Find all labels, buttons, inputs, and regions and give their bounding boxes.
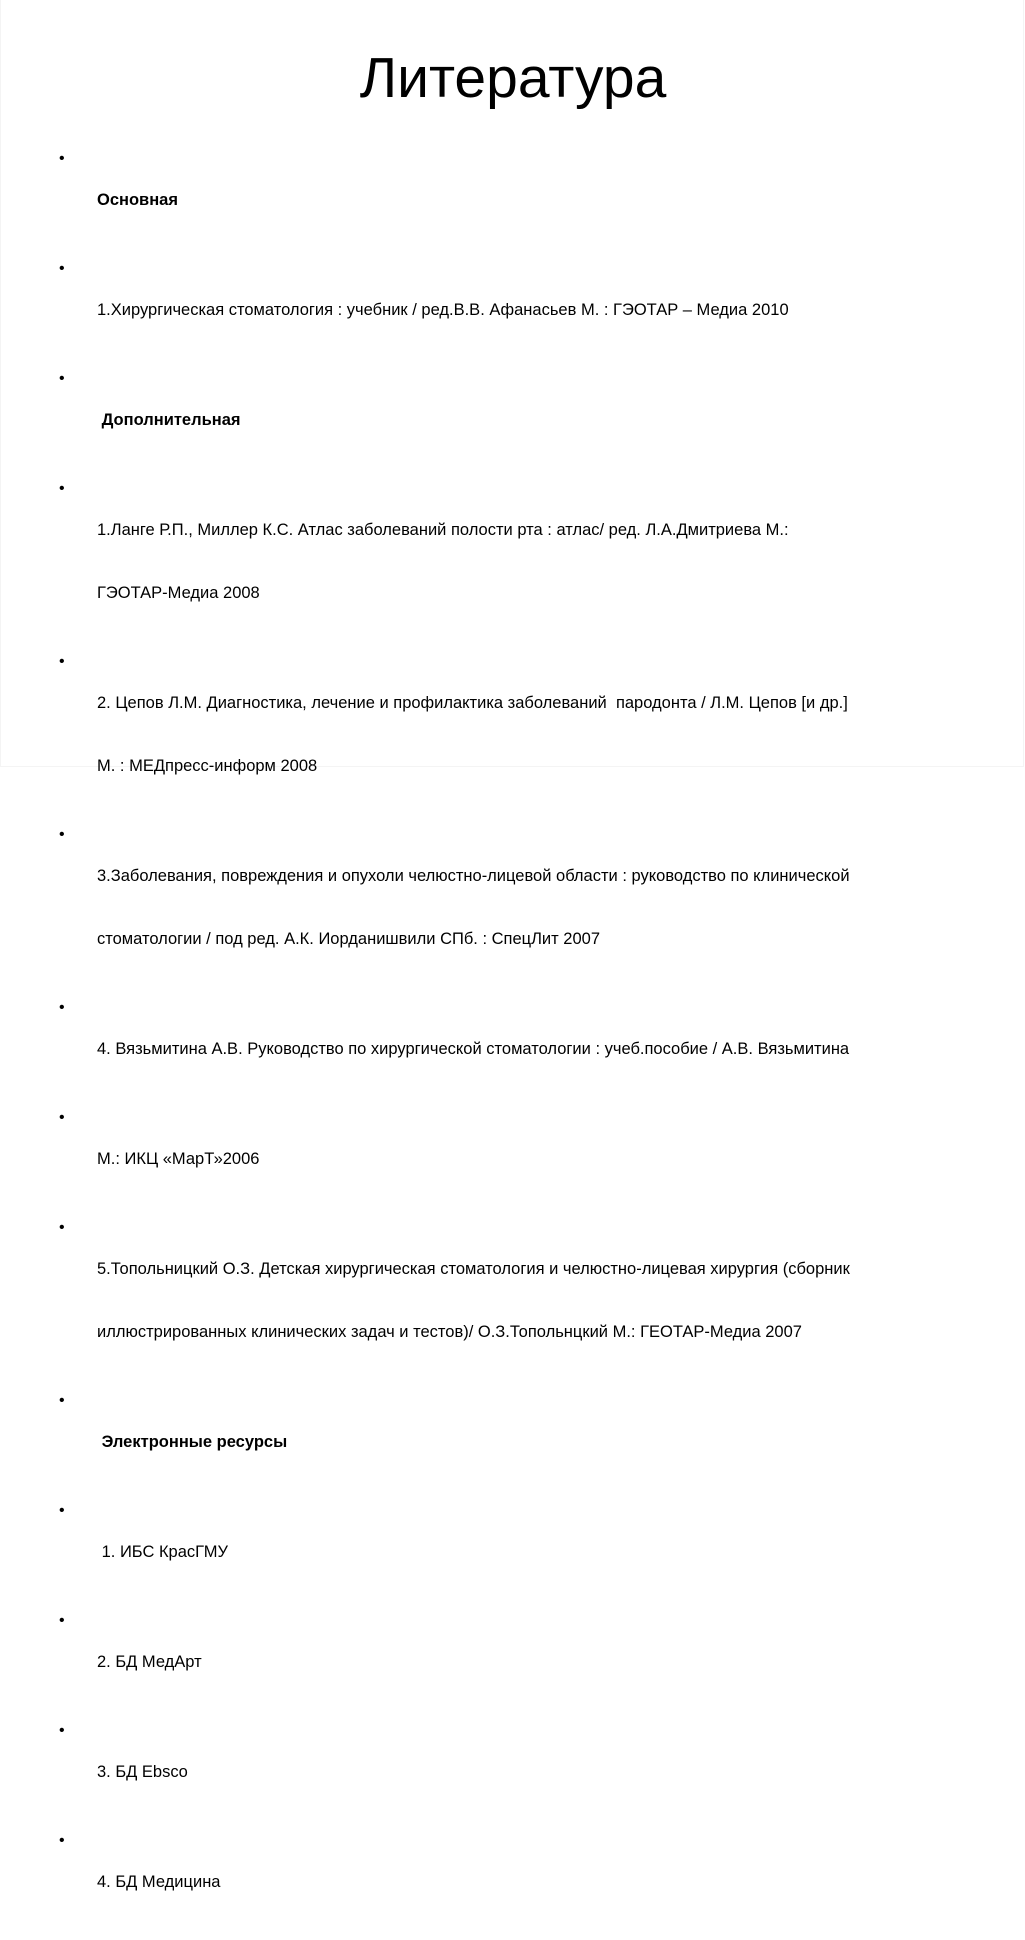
bullet-icon: • [59,999,65,1016]
item-text: 4. БД Медицина [97,1873,221,1891]
list-item [59,1610,979,1715]
bullet-icon: • [59,653,65,670]
list-item [59,1107,979,1212]
section-heading-additional [59,368,979,473]
bullet-icon: • [59,1109,65,1126]
slide-title: Литература [359,46,667,110]
list-item [59,651,979,819]
section-heading-electronic [59,1390,979,1495]
bibliography-list [59,148,979,1940]
item-text: 5.Топольницкий О.З. Детская хирургическая стоматология и челюстно-лицевая хирургия (сборник иллюстрированных клинических задач и тестов)/ О.З.Топольнцкий М.: ГЕОТАР-Медиа 2007 [97,1260,850,1341]
item-text: 1.Ланге Р.П., Миллер К.С. Атлас заболеваний полости рта : атлас/ ред. Л.А.Дмитриева М.: ГЭОТАР-Медиа 2008 [97,521,789,602]
bullet-icon: • [59,826,65,843]
bullet-icon: • [59,1612,65,1629]
item-text: 1.Хирургическая стоматология : учебник / ред.В.В. Афанасьев М. : ГЭОТАР – Медиа 2010 [97,301,789,319]
bullet-icon: • [59,480,65,497]
list-item [59,1830,979,1935]
list-item [59,478,979,646]
bullet-icon: • [59,260,65,277]
item-text: 1. ИБС КрасГМУ [97,1543,228,1561]
list-item [59,1720,979,1825]
bullet-icon: • [59,150,65,167]
list-item [59,1217,979,1385]
bullet-icon: • [59,1722,65,1739]
bullet-icon: • [59,1392,65,1409]
item-text: Основная [97,191,178,209]
item-text: 2. БД МедАрт [97,1653,202,1671]
list-item [59,824,979,992]
item-text: 2. Цепов Л.М. Диагностика, лечение и профилактика заболеваний пародонта / Л.М. Цепов [и др.] М. : МЕДпресс-информ 2008 [97,694,848,775]
bullet-icon: • [59,1502,65,1519]
item-text: М.: ИКЦ «МарТ»2006 [97,1150,260,1168]
list-item [59,258,979,363]
item-text: Электронные ресурсы [97,1433,288,1451]
section-heading-main [59,148,979,253]
item-text: 3. БД Ebsco [97,1763,188,1781]
list-item [59,1500,979,1605]
bullet-icon: • [59,1219,65,1236]
item-text: 3.Заболевания, повреждения и опухоли челюстно-лицевой области : руководство по клинической стоматологии / под ред. А.К. Иорданишвили СПб. : СпецЛит 2007 [97,867,850,948]
bullet-icon: • [59,370,65,387]
item-text: 4. Вязьмитина А.В. Руководство по хирургической стоматологии : учеб.пособие / А.В. Вязьмитина [97,1040,850,1058]
list-item [59,997,979,1102]
bullet-icon: • [59,1832,65,1849]
item-text: Дополнительная [97,411,241,429]
